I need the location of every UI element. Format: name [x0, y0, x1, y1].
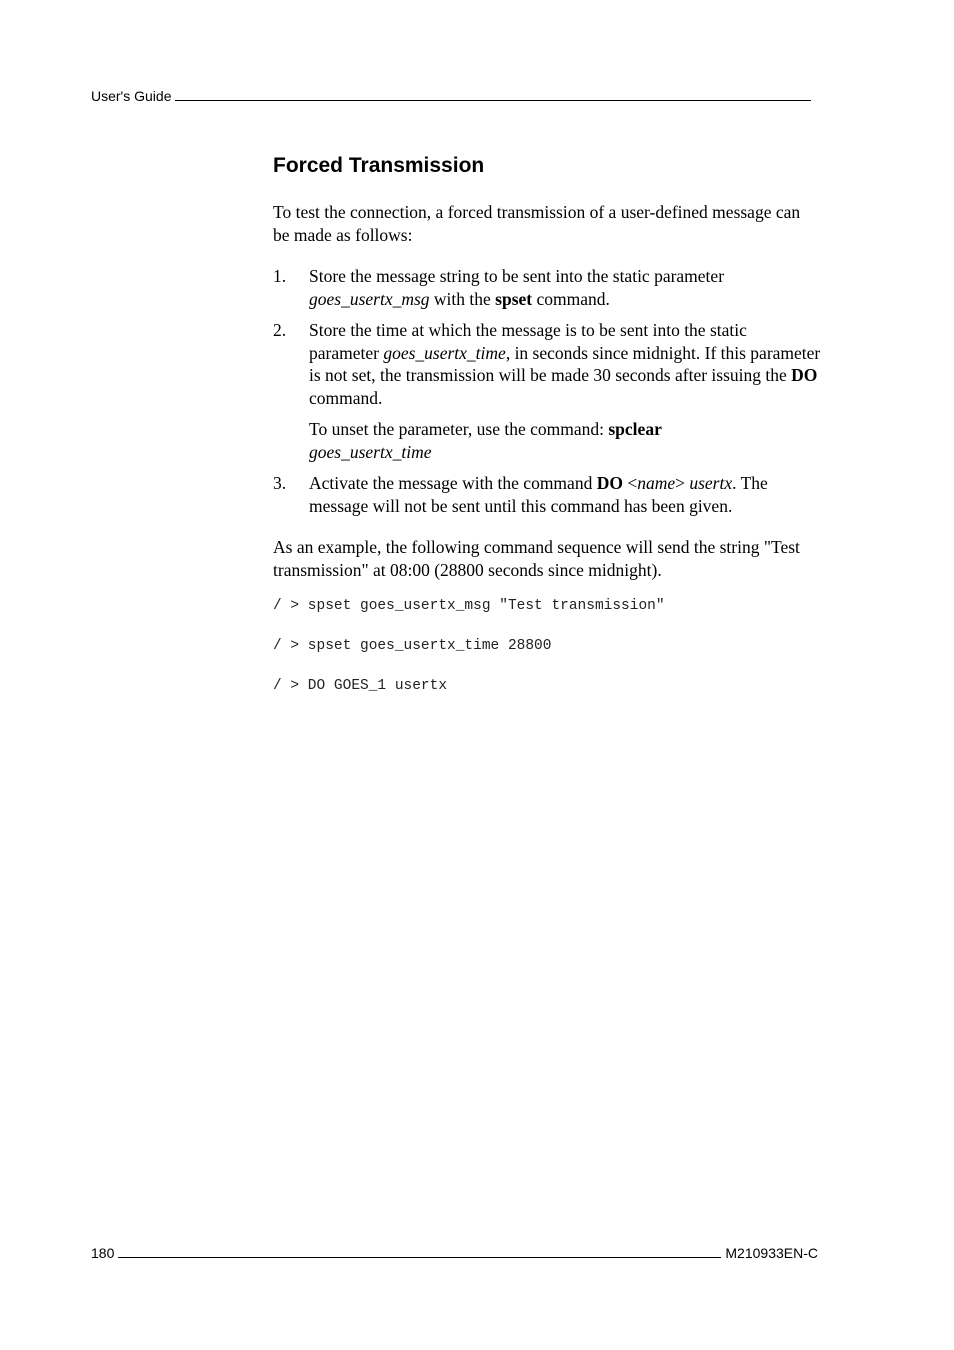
- step-text: , in seconds since midnight. If this parameter is not set, the transmission will be made 30 seconds after issuing the: [309, 342, 821, 385]
- command-name: DO: [596, 473, 623, 493]
- page-header: [91, 88, 811, 104]
- code-line-2: / > spset goes_usertx_time 28800: [273, 638, 552, 654]
- footer-rule: [118, 1257, 721, 1258]
- command-name: spclear: [608, 419, 662, 439]
- step-note: [309, 418, 821, 463]
- step-text: Store the time at which the message is to be sent into the static parameter: [309, 320, 747, 363]
- code-line-3: / > DO GOES_1 usertx: [273, 678, 448, 694]
- step-text: command.: [309, 387, 383, 408]
- note-text: To unset the parameter, use the command:: [309, 419, 609, 439]
- command-name: DO: [791, 365, 818, 385]
- example-paragraph: As an example, the following command sequence will send the string "Test transmission" at 08:00 (28800 seconds since midnight).: [273, 537, 800, 580]
- step-item-1: [273, 265, 821, 310]
- step-item-2: [273, 319, 821, 463]
- step-text: >: [675, 473, 690, 493]
- step-number: 1.: [273, 266, 287, 286]
- step-text: with the: [429, 288, 496, 309]
- header-rule: [175, 100, 811, 101]
- param-name: goes_usertx_time: [383, 342, 506, 363]
- intro-paragraph: To test the connection, a forced transmission of a user-defined message can be made as follows:: [273, 202, 801, 245]
- step-text: <: [622, 473, 638, 493]
- page-content: [273, 152, 821, 717]
- step-item-3: [273, 472, 821, 517]
- step-text: . The message will not be sent until this command has been given.: [309, 473, 768, 516]
- param-name: goes_usertx_time: [309, 441, 432, 462]
- step-text: Store the message string to be sent into the static parameter: [309, 266, 725, 286]
- document-code: M210933EN-C: [725, 1245, 818, 1261]
- step-number: 2.: [273, 320, 287, 340]
- code-line-1: / > spset goes_usertx_msg "Test transmission": [273, 598, 665, 614]
- header-title: User's Guide: [91, 88, 172, 104]
- page-footer: [91, 1245, 818, 1261]
- placeholder-name: name: [637, 473, 676, 493]
- param-name: goes_usertx_msg: [309, 288, 430, 309]
- step-text: Activate the message with the command: [309, 473, 597, 493]
- command-argument: usertx: [689, 473, 733, 493]
- section-heading: Forced Transmission: [273, 154, 485, 177]
- step-number: 3.: [273, 473, 287, 493]
- steps-list: [273, 265, 821, 517]
- step-text: command.: [532, 288, 610, 309]
- step-body: [309, 319, 821, 409]
- command-name: spset: [495, 288, 533, 309]
- page-number: 180: [91, 1245, 115, 1261]
